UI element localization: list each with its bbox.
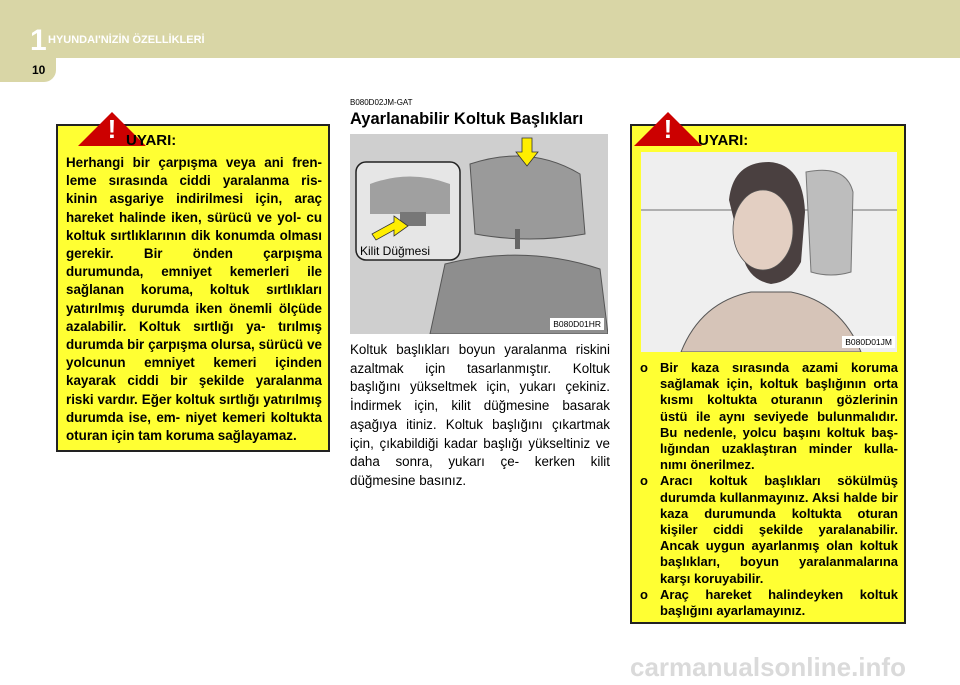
chapter-number: 1	[30, 24, 47, 57]
image-code: B080D01HR	[550, 318, 604, 330]
page-number: 10	[32, 63, 46, 77]
page-tab	[0, 58, 56, 82]
section-ref-code: B080D02JM-GAT	[350, 98, 413, 107]
section-body: Koltuk başlıkları boyun yaralanma riskini azaltmak için tasarlanmıştır. Koltuk başlığını yükseltmek için, yukarı çekiniz. İndirmek için, kilit düğmesine basarak aşağıya itiniz. Koltuk başlığını çıkartmak için, çıkabildiği kadar başlığı yükseltiniz ve daha sonra, yukarı çe- kerken kilit düğmesine basınız.	[350, 342, 610, 488]
bullet-text: Bir kaza sırasında azami koruma sağlamak için, koltuk başlığının orta kısmı koltukta oturanın gözlerinin üstü ile aynı seviyede bulunmalıdır. Bu nedenle, yolcu başını koltuk baş- lığından uzaklaştıran minder kulla- nımı önerilmez.	[660, 360, 898, 473]
bullet-text: Aracı koltuk başlıkları sökülmüş durumda kullanmayınız. Aksi halde bir kaza durumunda koltukta oturan kişiler ciddi şekilde yaralanabilir. Ancak uygun ayarlanmış olan koltuk başlıkları, boyun yaralanmalarına karşı koruyabilir.	[660, 473, 898, 586]
list-item	[640, 587, 898, 619]
section-title: Ayarlanabilir Koltuk Başlıkları	[350, 110, 584, 128]
image-code: B080D01JM	[842, 336, 895, 348]
warning-text: Herhangi bir çarpışma veya ani fren- leme sırasında ciddi yaralanma ris- kinin asgariye indirilmesi için, araç hareket halinde iken, sürücü ve yol- cu koltuk sırtlıklarının dik konumda olması gerekir. Bir önden çarpışma durumunda, emniyet kemerleri ile sağlanan koruma, koltuk sırtlıkları yatırılmış durumda iken önemli ölçüde azalabilir. Koltuk sırtlığı ya- tırılmış durumda bir çarpışma olursa, sürücü ve yolcunun emniyet kemeri içinden kayarak ciddi bir şekilde yaralanma riski vardır. Eğer koltuk sırtlığı yatırılmış durumda ise, em- niyet kemeri koltukta oturan için tam koruma sağlayamaz.	[66, 155, 322, 444]
warning-bullet-list	[640, 360, 898, 619]
lock-button-label: Kilit Düğmesi	[360, 244, 431, 258]
chapter-title: HYUNDAI'NİZİN ÖZELLİKLERİ	[48, 34, 205, 46]
bullet-mark: o	[640, 360, 648, 375]
bullet-mark: o	[640, 586, 648, 602]
headrest-position-image	[641, 152, 897, 352]
headrest-seat-image	[350, 134, 608, 334]
right-warning-box: ! UYARI:	[630, 124, 906, 624]
bullet-mark: o	[640, 473, 648, 489]
list-item	[640, 473, 898, 586]
warning-title: UYARI:	[698, 132, 749, 149]
list-item	[640, 360, 898, 473]
left-warning-box: ! UYARI: Herhangi bir çarpışma veya ani fren- leme sırasında ciddi yaralanma ris- kinin asgariye indirilmesi için, araç hareket halinde iken, sürücü ve yol- cu koltuk sırtlıklarının dik konumda olması gerekir. Bir önden çarpışma durumunda, emniyet kemerleri ile sağlanan koruma, koltuk sırtlıkları yatırılmış durumda iken önemli ölçüde azalabilir. Koltuk sırtlığı ya- tırılmış durumda bir çarpışma olursa, sürücü ve yolcunun emniyet kemeri içinden kayarak ciddi bir şekilde yaralanma riski vardır. Eğer koltuk sırtlığı yatırılmış durumda ise, em- niyet kemeri koltukta oturan için tam koruma sağlayamaz.	[56, 124, 330, 452]
bullet-text: Araç hareket halindeyken koltuk başlığını ayarlamayınız.	[660, 586, 898, 619]
watermark: carmanualsonline.info	[630, 652, 906, 682]
warning-title: UYARI:	[126, 132, 177, 149]
header-band	[0, 0, 960, 58]
